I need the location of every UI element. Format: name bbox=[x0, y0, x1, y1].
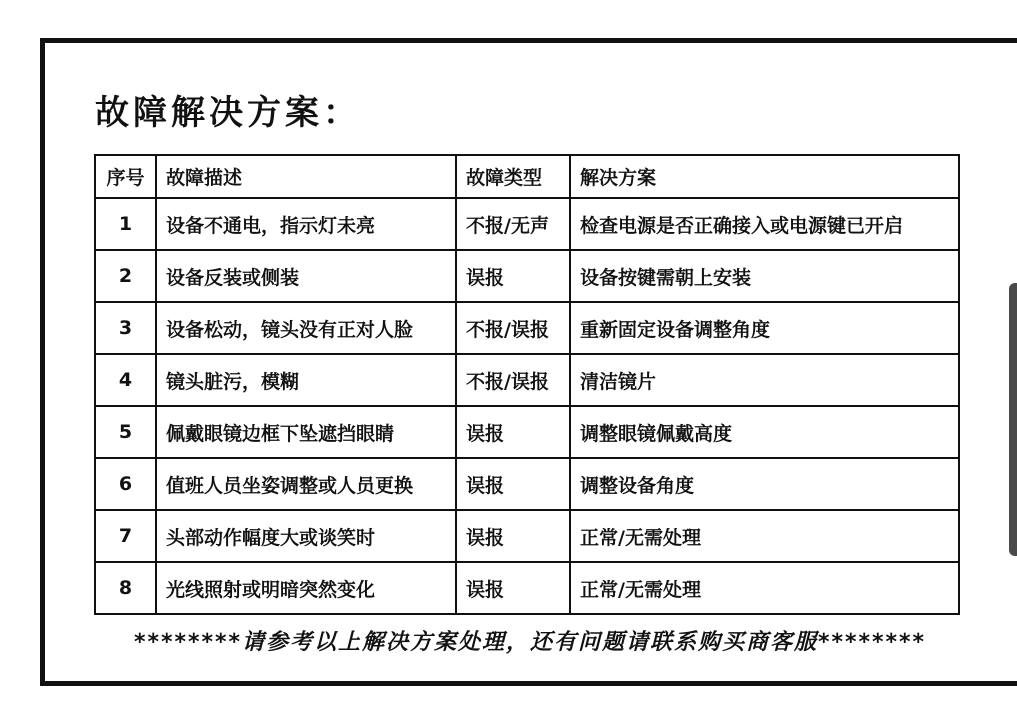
cell-no: 5 bbox=[95, 406, 156, 458]
table-row bbox=[95, 510, 959, 562]
cell-description: 光线照射或明暗突然变化 bbox=[156, 562, 456, 614]
cell-solution: 正常/无需处理 bbox=[570, 562, 959, 614]
cell-no: 1 bbox=[95, 198, 156, 250]
cell-no: 6 bbox=[95, 458, 156, 510]
cell-type: 误报 bbox=[456, 250, 570, 302]
cell-description: 值班人员坐姿调整或人员更换 bbox=[156, 458, 456, 510]
cell-type: 误报 bbox=[456, 458, 570, 510]
header-description: 故障描述 bbox=[156, 155, 456, 198]
cell-type: 不报/误报 bbox=[456, 354, 570, 406]
footer-note: ********请参考以上解决方案处理，还有问题请联系购买商客服******** bbox=[133, 630, 927, 655]
table-row bbox=[95, 562, 959, 614]
cell-type: 误报 bbox=[456, 510, 570, 562]
cell-solution: 重新固定设备调整角度 bbox=[570, 302, 959, 354]
cell-solution: 调整设备角度 bbox=[570, 458, 959, 510]
cell-solution: 清洁镜片 bbox=[570, 354, 959, 406]
cell-no: 8 bbox=[95, 562, 156, 614]
table-row bbox=[95, 250, 959, 302]
cell-description: 设备松动，镜头没有正对人脸 bbox=[156, 302, 456, 354]
cell-type: 不报/无声 bbox=[456, 198, 570, 250]
table-row bbox=[95, 354, 959, 406]
cell-no: 3 bbox=[95, 302, 156, 354]
table-row bbox=[95, 458, 959, 510]
header-solution: 解决方案 bbox=[570, 155, 959, 198]
cell-description: 头部动作幅度大或谈笑时 bbox=[156, 510, 456, 562]
cell-type: 误报 bbox=[456, 406, 570, 458]
cell-no: 7 bbox=[95, 510, 156, 562]
cell-no: 2 bbox=[95, 250, 156, 302]
side-scroll-handle[interactable] bbox=[1009, 283, 1017, 556]
cell-solution: 正常/无需处理 bbox=[570, 510, 959, 562]
cell-type: 误报 bbox=[456, 562, 570, 614]
table-row bbox=[95, 198, 959, 250]
header-type: 故障类型 bbox=[456, 155, 570, 198]
table-row bbox=[95, 302, 959, 354]
table-row bbox=[95, 406, 959, 458]
header-no: 序号 bbox=[95, 155, 156, 198]
cell-description: 佩戴眼镜边框下坠遮挡眼睛 bbox=[156, 406, 456, 458]
table-header-row bbox=[95, 155, 959, 198]
cell-description: 设备反装或侧装 bbox=[156, 250, 456, 302]
fault-solution-table bbox=[94, 154, 960, 615]
cell-solution: 检查电源是否正确接入或电源键已开启 bbox=[570, 198, 959, 250]
cell-description: 镜头脏污，模糊 bbox=[156, 354, 456, 406]
cell-description: 设备不通电，指示灯未亮 bbox=[156, 198, 456, 250]
cell-no: 4 bbox=[95, 354, 156, 406]
cell-solution: 设备按键需朝上安装 bbox=[570, 250, 959, 302]
cell-type: 不报/误报 bbox=[456, 302, 570, 354]
page-title: 故障解决方案： bbox=[95, 93, 361, 133]
cell-solution: 调整眼镜佩戴高度 bbox=[570, 406, 959, 458]
